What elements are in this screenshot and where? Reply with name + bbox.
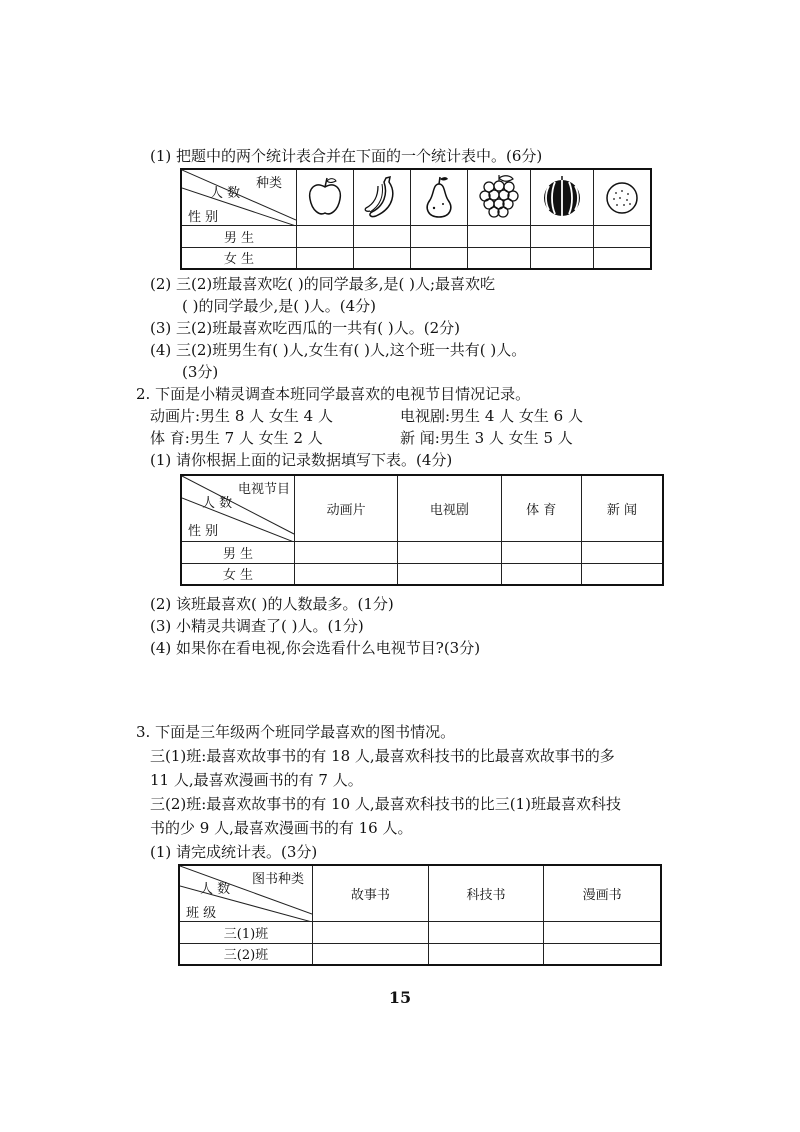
row-label-female: 女 生 (181, 247, 297, 269)
books-q1-instruction: (1) 请完成统计表。(3分) (150, 843, 318, 861)
cell-female-orange[interactable] (593, 247, 651, 269)
corner-category-label: 种类 (256, 176, 283, 191)
books-survey-title: 3. 下面是三年级两个班同学最喜欢的图书情况。 (136, 723, 456, 741)
q3-fruit: (3) 三(2)班最喜欢吃西瓜的一共有( )人。(2分) (150, 319, 460, 337)
cell-male-news[interactable] (581, 541, 663, 563)
col-comic-books: 漫画书 (544, 865, 661, 921)
tv-survey-title: 2. 下面是小精灵调查本班同学最喜欢的电视节目情况记录。 (136, 385, 531, 403)
corner-count-label: 人 数 (210, 186, 241, 201)
corner-gender-label: 性 别 (188, 210, 219, 225)
watermelon-icon (540, 175, 584, 219)
books-class1-line1: 三(1)班:最喜欢故事书的有 18 人,最喜欢科技书的比最喜欢故事书的多 (150, 747, 615, 765)
col-orange (593, 169, 651, 225)
cell-female-banana[interactable] (354, 247, 411, 269)
tv-record-cartoon: 动画片:男生 8 人 女生 4 人 (150, 407, 333, 425)
corner-gender-label: 性 别 (188, 524, 219, 539)
cell-female-watermelon[interactable] (531, 247, 594, 269)
row-label-class1: 三(1)班 (179, 921, 313, 943)
col-cartoon: 动画片 (295, 475, 398, 541)
cell-class2-story[interactable] (313, 943, 429, 965)
col-pear (411, 169, 468, 225)
cell-class2-comic[interactable] (544, 943, 661, 965)
tv-record-drama: 电视剧:男生 4 人 女生 6 人 (400, 407, 583, 425)
q4-fruit-line1: (4) 三(2)班男生有( )人,女生有( )人,这个班一共有( )人。 (150, 341, 527, 359)
row-label-male: 男 生 (181, 225, 297, 247)
row-label-female: 女 生 (181, 563, 295, 585)
books-class1-line2: 11 人,最喜欢漫画书的有 7 人。 (150, 771, 363, 789)
tv-q3: (3) 小精灵共调查了( )人。(1分) (150, 617, 364, 635)
tv-record-news: 新 闻:男生 3 人 女生 5 人 (400, 429, 573, 447)
cell-female-pear[interactable] (411, 247, 468, 269)
corner-book-type-label: 图书种类 (252, 872, 305, 887)
cell-male-apple[interactable] (297, 225, 354, 247)
col-drama: 电视剧 (398, 475, 501, 541)
q4-fruit-line2: (3分) (182, 363, 219, 381)
cell-male-orange[interactable] (593, 225, 651, 247)
cell-female-sports[interactable] (501, 563, 581, 585)
q2-fruit-line2: ( )的同学最少,是( )人。(4分) (182, 297, 376, 315)
cell-female-drama[interactable] (398, 563, 501, 585)
tv-q1-instruction: (1) 请你根据上面的记录数据填写下表。(4分) (150, 451, 453, 469)
tv-stat-table (180, 474, 664, 586)
cell-male-cartoon[interactable] (295, 541, 398, 563)
cell-male-sports[interactable] (501, 541, 581, 563)
col-science-books: 科技书 (428, 865, 544, 921)
cell-male-drama[interactable] (398, 541, 501, 563)
cell-female-cartoon[interactable] (295, 563, 398, 585)
pear-icon (419, 174, 459, 220)
apple-icon (305, 175, 345, 219)
cell-male-grapes[interactable] (468, 225, 531, 247)
corner-count-label: 人 数 (200, 882, 231, 897)
cell-male-pear[interactable] (411, 225, 468, 247)
col-sports: 体 育 (501, 475, 581, 541)
books-table-corner (179, 865, 313, 921)
fruit-stat-table (180, 168, 652, 270)
col-apple (297, 169, 354, 225)
row-label-male: 男 生 (181, 541, 295, 563)
corner-count-label: 人 数 (202, 496, 233, 511)
cell-class1-comic[interactable] (544, 921, 661, 943)
cell-class2-science[interactable] (428, 943, 544, 965)
banana-icon (362, 174, 402, 220)
tv-q4: (4) 如果你在看电视,你会选看什么电视节目?(3分) (150, 639, 481, 657)
col-watermelon (531, 169, 594, 225)
grape-icon (477, 173, 521, 221)
cell-class1-story[interactable] (313, 921, 429, 943)
page-number: 15 (388, 988, 412, 1007)
corner-class-label: 班 级 (186, 906, 217, 921)
col-story-books: 故事书 (313, 865, 429, 921)
books-class2-line1: 三(2)班:最喜欢故事书的有 10 人,最喜欢科技书的比三(1)班最喜欢科技 (150, 795, 621, 813)
cell-female-apple[interactable] (297, 247, 354, 269)
corner-program-label: 电视节目 (238, 482, 291, 497)
col-banana (354, 169, 411, 225)
tv-table-corner (181, 475, 295, 541)
orange-icon (602, 177, 642, 217)
fruit-table-corner (181, 169, 297, 225)
q1-fruit-instruction: (1) 把题中的两个统计表合并在下面的一个统计表中。(6分) (150, 147, 543, 165)
cell-female-grapes[interactable] (468, 247, 531, 269)
cell-male-watermelon[interactable] (531, 225, 594, 247)
col-news: 新 闻 (581, 475, 663, 541)
cell-class1-science[interactable] (428, 921, 544, 943)
row-label-class2: 三(2)班 (179, 943, 313, 965)
cell-male-banana[interactable] (354, 225, 411, 247)
books-class2-line2: 书的少 9 人,最喜欢漫画书的有 16 人。 (150, 819, 413, 837)
tv-record-sports: 体 育:男生 7 人 女生 2 人 (150, 429, 323, 447)
q2-fruit-line1: (2) 三(2)班最喜欢吃( )的同学最多,是( )人;最喜欢吃 (150, 275, 496, 293)
cell-female-news[interactable] (581, 563, 663, 585)
tv-q2: (2) 该班最喜欢( )的人数最多。(1分) (150, 595, 394, 613)
books-stat-table (178, 864, 662, 966)
col-grapes (468, 169, 531, 225)
